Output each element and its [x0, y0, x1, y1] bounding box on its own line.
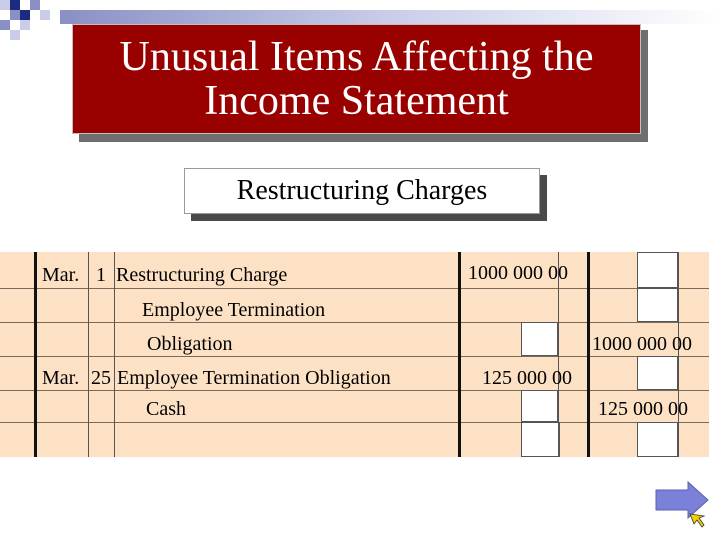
slide-title: [72, 24, 641, 134]
credit-cell: [637, 422, 678, 457]
entry-account: Restructuring Charge: [116, 264, 288, 286]
entry-account: Cash: [146, 398, 186, 420]
entry-day: 1: [96, 264, 106, 286]
slide-subtitle: Restructuring Charges: [184, 168, 540, 214]
entry-credit: 1000 000 00: [592, 333, 692, 355]
debit-cell: [521, 390, 558, 422]
entry-account: Obligation: [147, 333, 233, 355]
title-line-2: Income Statement: [204, 78, 509, 124]
title-line-1: Unusual Items Affecting the: [119, 34, 594, 80]
entry-account: Employee Termination Obligation: [117, 367, 391, 389]
credit-cell: [637, 252, 678, 288]
entry-day: 25: [91, 367, 111, 389]
journal-table: [0, 252, 709, 457]
next-arrow-icon[interactable]: [654, 480, 712, 530]
entry-month: Mar.: [42, 367, 80, 389]
corner-decoration: [0, 0, 60, 50]
entry-debit: 125 000 00: [482, 367, 572, 389]
header-band: [60, 10, 720, 24]
debit-cell: [521, 322, 558, 356]
credit-cell: [637, 356, 678, 390]
entry-month: Mar.: [42, 264, 80, 286]
credit-cell: [637, 288, 678, 322]
entry-credit: 125 000 00: [598, 398, 688, 420]
entry-account: Employee Termination: [142, 299, 326, 321]
debit-cell: [521, 422, 560, 457]
entry-debit: 1000 000 00: [468, 262, 568, 284]
